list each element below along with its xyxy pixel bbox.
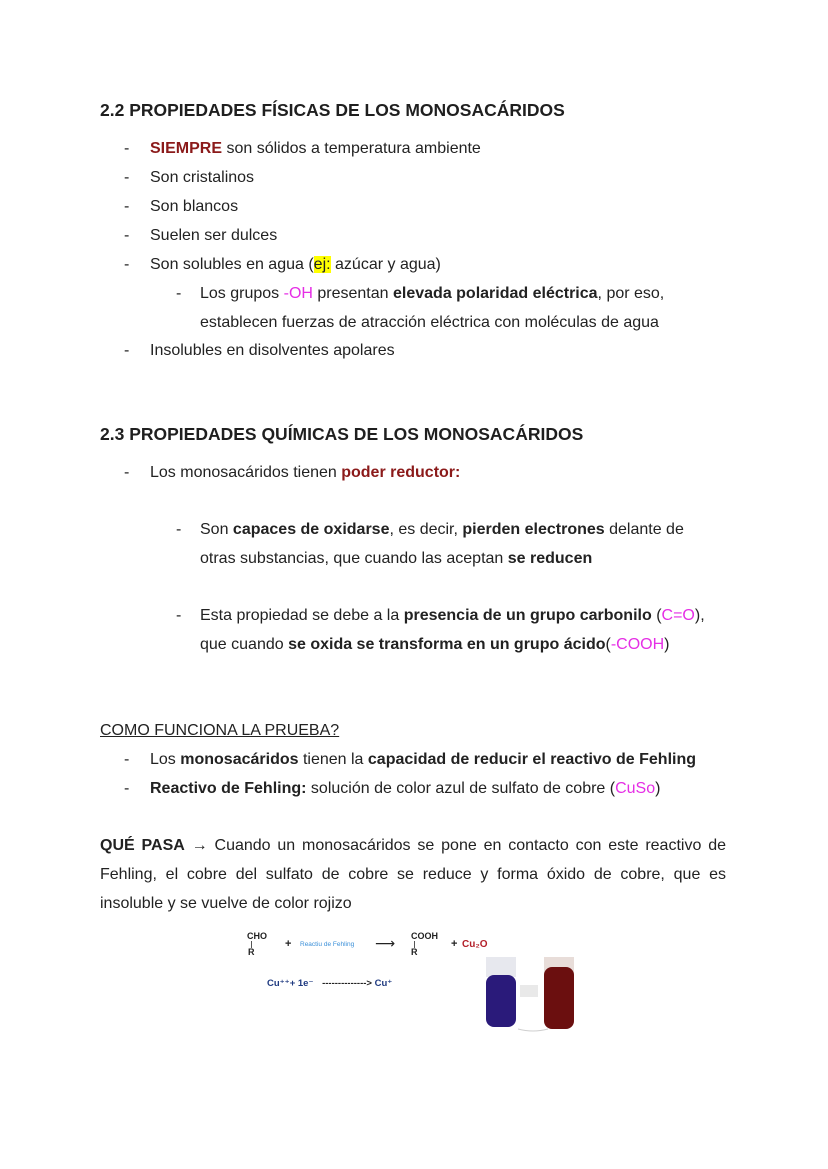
tube-label (520, 985, 538, 997)
list-item: Reactivo de Fehling: solución de color azul de sulfato de cobre (CuSo) (150, 780, 661, 797)
reaction-arrow: ⟶ (375, 935, 396, 951)
bullet-dash: - (124, 140, 130, 157)
bullet-dash: - (124, 169, 130, 186)
sub-list-item: Esta propiedad se debe a la presencia de un grupo carbonilo (C=O), (200, 607, 705, 624)
emphasis-word: SIEMPRE (150, 140, 223, 157)
test-heading: COMO FUNCIONA LA PRUEBA? (100, 722, 340, 739)
bullet-dash: - (176, 607, 182, 624)
plus-sign: + (451, 938, 458, 950)
copper-oxide: Cu₂O (462, 939, 488, 950)
list-item: Insolubles en disolventes apolares (150, 342, 395, 359)
list-item: Son solubles en agua (ej: azúcar y agua) (150, 256, 441, 273)
list-item: SIEMPRE son sólidos a temperatura ambiente (150, 140, 481, 157)
reagent-label: Reactiu de Fehling (300, 941, 355, 948)
sub-list-item-continuation: otras substancias, que cuando las aceptan se reducen (200, 550, 593, 567)
bullet-dash: - (176, 521, 182, 538)
bullet-dash: - (124, 780, 130, 797)
bullet-dash: - (124, 751, 130, 768)
explanation-paragraph: QUÉ PASA → Cuando un monosacáridos se pone en contacto con este reactivo de Fehling, el cobre del sulfato de cobre se reduce y forma óxido de cobre, que es insoluble y se vuelve de color rojizo (100, 837, 726, 912)
list-item: Los monosacáridos tienen poder reductor: (150, 464, 461, 481)
sub-list-item: Son capaces de oxidarse, es decir, pierden electrones delante de (200, 521, 684, 538)
section-title-chemical: 2.3 PROPIEDADES QUÍMICAS DE LOS MONOSACÁRIDOS (100, 424, 584, 444)
sub-list-item: Los grupos -OH presentan elevada polaridad eléctrica, por eso, (200, 285, 665, 302)
section-title-physical: 2.2 PROPIEDADES FÍSICAS DE LOS MONOSACÁRIDOS (100, 100, 565, 120)
blue-test-tube (486, 975, 516, 1027)
r-group: R (411, 947, 418, 957)
reactant-aldehyde: CHO (247, 931, 267, 941)
red-test-tube (544, 967, 574, 1029)
bullet-dash: - (124, 227, 130, 244)
bullet-dash: - (124, 256, 130, 273)
bullet-dash: - (124, 198, 130, 215)
half-reaction: Cu⁺⁺+ 1e⁻ --------------> Cu⁺ (267, 978, 393, 989)
bullet-dash: - (124, 342, 130, 359)
list-item: Suelen ser dulces (150, 227, 278, 244)
sub-list-item-continuation: establecen fuerzas de atracción eléctrica con moléculas de agua (200, 314, 659, 331)
sub-list-item-continuation: que cuando se oxida se transforma en un grupo ácido(-COOH) (200, 636, 670, 653)
bullet-dash: - (176, 285, 182, 302)
list-item: Son cristalinos (150, 169, 255, 186)
product-acid: COOH (411, 931, 438, 941)
bullet-dash: - (124, 464, 130, 481)
test-tubes-photo (478, 955, 580, 1033)
plus-sign: + (285, 938, 292, 950)
list-item: Son blancos (150, 198, 239, 215)
list-item: Los monosacáridos tienen la capacidad de reducir el reactivo de Fehling (150, 751, 697, 768)
highlighted-text: ej: (313, 256, 331, 273)
r-group: R (248, 947, 255, 957)
